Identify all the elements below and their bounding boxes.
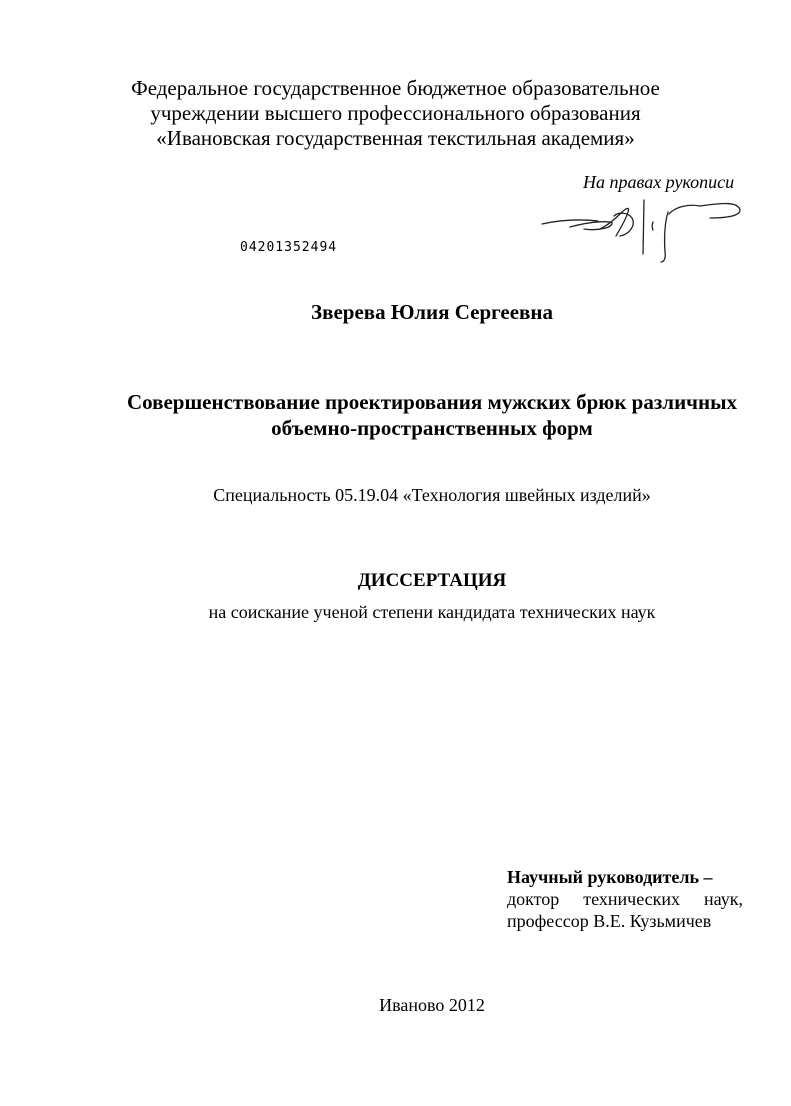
title-line-2: объемно-пространственных форм	[271, 416, 593, 440]
handwritten-signature	[540, 192, 745, 264]
manuscript-rights-note: На правах рукописи	[583, 172, 735, 192]
dissertation-heading: ДИССЕРТАЦИЯ	[357, 570, 507, 591]
supervisor-heading: Научный руководитель –	[507, 867, 713, 887]
supervisor-degree: доктор технических наук,	[507, 889, 743, 909]
supervisor-block	[507, 866, 743, 932]
institution-line-2: учреждении высшего профессионального образования	[150, 101, 641, 125]
institution-line-3: «Ивановская государственная текстильная академия»	[156, 126, 635, 150]
title-line-1: Совершенствование проектирования мужских брюк различных	[126, 390, 738, 414]
author-name: Зверева Юлия Сергеевна	[311, 300, 553, 324]
inventory-number: 04201352494	[240, 240, 338, 255]
city-year: Иваново 2012	[379, 995, 485, 1015]
supervisor-name: профессор В.Е. Кузьмичев	[507, 911, 712, 931]
institution-line-1: Федеральное государственное бюджетное образовательное	[131, 76, 660, 100]
degree-subtitle: на соискание ученой степени кандидата технических наук	[208, 602, 656, 622]
dissertation-title	[60, 389, 791, 441]
institution-header	[0, 76, 791, 151]
specialty-line: Специальность 05.19.04 «Технология швейных изделий»	[213, 485, 651, 505]
